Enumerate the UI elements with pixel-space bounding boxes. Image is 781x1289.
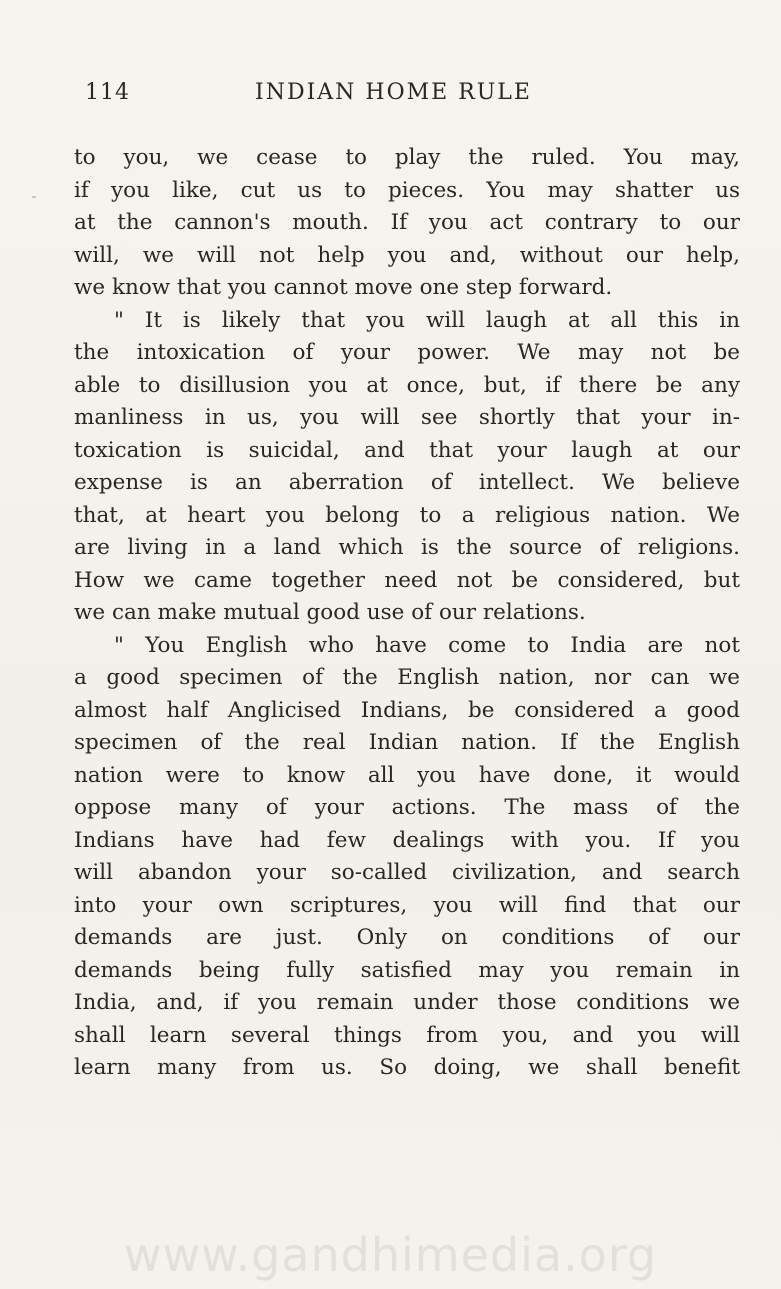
text-line: the intoxication of your power. We may not be [74, 340, 740, 365]
text-line: if you like, cut us to pieces. You may shatter us [74, 177, 740, 203]
running-head: INDIAN HOME RULE [255, 80, 532, 105]
margin-mark [32, 196, 36, 198]
text-line: demands being fully satisfied may you remain in [74, 957, 740, 983]
text-line: almost half Anglicised Indians, be considered a good [74, 697, 740, 723]
paragraph-2 [74, 305, 740, 630]
text-line: oppose many of your actions. The mass of the [74, 795, 740, 820]
watermark: www.gandhimedia.org [123, 1228, 658, 1282]
paragraph-3 [74, 630, 740, 1085]
text-line: " You English who have come to India are not [114, 632, 740, 658]
text-line: demands are just. Only on conditions of our [74, 925, 740, 950]
text-line: " It is likely that you will laugh at all this in [114, 307, 740, 333]
page-header [85, 80, 605, 116]
page-number: 114 [85, 80, 130, 105]
text-line: that, at heart you belong to a religious nation. We [74, 502, 740, 528]
body-text [74, 142, 740, 1085]
paragraph-1 [74, 142, 740, 305]
text-line: learn many from us. So doing, we shall benefit [74, 1055, 740, 1080]
text-line: we know that you cannot move one step forward. [74, 275, 613, 300]
text-line: India, and, if you remain under those conditions we [74, 990, 740, 1015]
text-line: will abandon your so-called civilization, and search [74, 860, 740, 885]
text-line: expense is an aberration of intellect. We believe [74, 470, 740, 495]
text-line: Indians have had few dealings with you. If you [74, 827, 740, 853]
text-line: are living in a land which is the source of religions. [74, 535, 740, 560]
text-line: shall learn several things from you, and you will [74, 1022, 740, 1048]
text-line: toxication is suicidal, and that your laugh at our [74, 437, 740, 463]
text-line: a good specimen of the English nation, nor can we [74, 665, 740, 690]
text-line: will, we will not help you and, without our help, [74, 242, 740, 268]
text-line: able to disillusion you at once, but, if there be any [74, 372, 740, 398]
text-line: we can make mutual good use of our relations. [74, 600, 586, 625]
text-line: into your own scriptures, you will find that our [74, 892, 740, 918]
text-line: How we came together need not be considered, but [74, 567, 740, 593]
text-line: at the cannon's mouth. If you act contrary to our [74, 210, 740, 235]
text-line: specimen of the real Indian nation. If the English [74, 730, 740, 755]
text-line: to you, we cease to play the ruled. You may, [74, 145, 740, 170]
text-line: nation were to know all you have done, it would [74, 762, 740, 788]
text-line: manliness in us, you will see shortly that your in- [74, 405, 740, 430]
